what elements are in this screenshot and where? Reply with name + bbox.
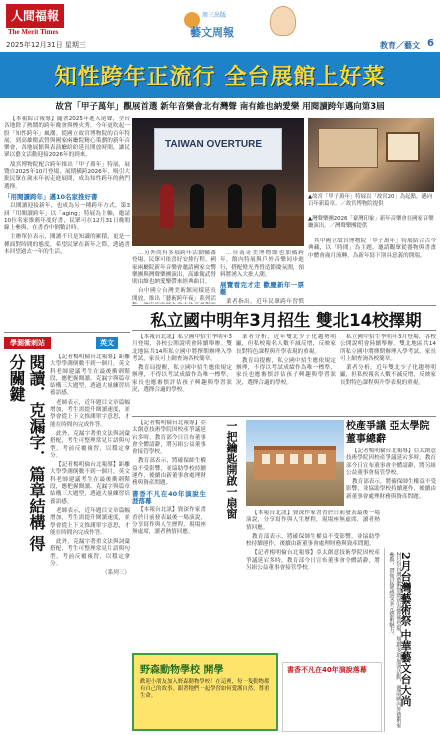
musician-figure <box>160 184 174 228</box>
school-photo[interactable] <box>246 420 344 506</box>
article3-paragraph-1c: 【記者楊明倫台北報導】亞太創意技術學院因校產爭議延宕多時，教育部今日宣布董事會全體請辭，將另組公益董事會接管學校。 <box>246 550 380 572</box>
sidebar-paragraph-5: 老師表示，近年題目文章篇幅增加，考生需提升閱讀速度，並學會從上下文推測單字意思，才能在時間內完成作答。 <box>50 507 130 536</box>
building-window <box>262 454 270 464</box>
exhibit-photo[interactable] <box>308 118 434 192</box>
lead-minihead-1: 「用閱讀跨年」邁10名家推好書 <box>4 192 98 201</box>
article2-col2 <box>236 334 336 414</box>
sidebar-vertical-title: 閱讀．克漏字．篇章結構 得分關鍵 <box>7 354 46 552</box>
article2-paragraph-3: 業者分析，近年雙北少子化趨勢明顯，但私校報名人數不減反增，反映家長對特色課程與升學表現的重視。 <box>236 334 336 355</box>
weekly-subtitle: 周三出版 <box>202 12 227 19</box>
article3-paragraph-2c: 教育部表示，將確保師生權益不受影響，並協助學校持續運作，後續由新董事會處理財務與資產問題。 <box>246 533 380 548</box>
newspaper-logo-en: The Merit Times <box>8 28 59 36</box>
article3-paragraph-4b: 【本報台北訊】資深作家書香於日前發表最後一場演說，分享寫作與人生歷程，現場座無虛席，讀者熱情回應。 <box>246 510 380 531</box>
right-paragraph-1: 其中國立故宮博物院「甲子萬年」特展結合古今典藏，以「時間」為主題，邀請觀眾從器物與書畫中體會歲月流轉，為新年寫下別具意義的開端。 <box>308 238 436 259</box>
sidebar-paragraph-6: 此外，克漏字著重文法與詞彙搭配，考生可整理常見片語與句型，考前反覆複習，以穩定拿分。 <box>50 539 130 568</box>
book-ad[interactable] <box>282 662 382 732</box>
weekly-title: 藝文周報 <box>190 26 234 39</box>
exhibit-caption: ▲故宮「甲子萬年」特展以「故宮20」為起點，邁向百年新篇章。／故宮博物院提供 <box>308 194 433 207</box>
mid-paragraph-1: …另外尚有多項跨年活動輪番登場，民眾可依喜好安排行程。國家兩廳院新年音樂會邀請國家交響樂團與灣聲樂團演出，高雄衛武營則由維也納愛樂帶來經典曲目。 <box>132 250 216 286</box>
sidebar-article <box>50 354 130 726</box>
mascot-illustration <box>270 6 296 36</box>
concert-caption: ▲灣聲樂團2026「臺灣印象」新年音樂會在國家音樂廳演出。／灣聲樂團提供 <box>308 216 434 229</box>
book-ad-title: 書香不凡在40年演說落幕 <box>287 666 367 674</box>
lead-paragraph-4: 主辦單位表示，閱讀不只是知識的累積，更是一種面對時間的態度，希望民眾在新年之際，透過書本回望過去一年的生活。 <box>4 234 130 256</box>
stage-floor <box>132 216 304 246</box>
newspaper-logo[interactable]: 人間福報 <box>6 4 64 28</box>
musician-figure <box>228 184 242 228</box>
musician-figure <box>262 184 276 228</box>
masthead <box>0 0 440 52</box>
article2-paragraph-2: 教育局提醒，私立國中招生應依規定辦理，不得以考試成績作為唯一標準，家長也應審慎評估孩子興趣與學習狀況，選擇合適的學校。 <box>132 365 232 394</box>
mid-paragraph-2: 台中國立台灣美術館同樣延長開放，推出「藝術跨年夜」系列活 <box>132 288 216 302</box>
lead-article-col4 <box>308 238 436 304</box>
ad-body: 歡迎小朋友加入野森動物學校！在這裡，每一隻動物都有自己的故事，跟著牠們一起學習如何愛護自然、尊重生命。 <box>140 679 270 699</box>
sidebar-tag[interactable]: 學測衝刺站 <box>4 337 51 349</box>
sidebar-end: （系列三） <box>102 570 130 577</box>
side-vertical-title[interactable]: 2月台灣藝術祭 中華藝文台大尚 <box>399 552 412 707</box>
page-number: 6 <box>427 38 434 49</box>
sidebar-paragraph-1: 【記者楊明倫台北報導】距離大學學測倒數不到一個月，英文科老師建議考生在最後衝刺階段，應把握閱讀、克漏字與篇章結構三大題型，透過大量練習培養語感。 <box>50 354 130 397</box>
stage-screen-text: TAIWAN OVERTURE <box>165 139 263 150</box>
lead-paragraph-3: 以閱讀迎接新年，也成為另一種跨年方式。第3屆「用閱讀跨年」以「aging」特展為主軸，邀請10位名家推薦年度好書，民眾可在12月31日晚間線上參與，在書香中倒數計時。 <box>4 203 130 232</box>
main-headline[interactable]: 知性跨年正流行 全台展館上好菜 <box>54 65 386 90</box>
divider <box>132 416 436 417</box>
concert-photo[interactable] <box>132 118 304 246</box>
article2-byline: 【本報台北訊】 <box>138 334 178 340</box>
musician-figure <box>190 184 204 228</box>
stage-screen <box>154 128 282 170</box>
sidebar-paragraph-3: 此外，克漏字著重文法與詞彙搭配，考生可整理常見片語與句型，考前反覆複習，以穩定拿分。 <box>50 430 130 459</box>
article3-col-bottom <box>246 510 380 650</box>
issue-date: 2025年12月31日 星期三 <box>6 41 86 49</box>
article3-minihead: 書香不凡在40年演說生涯落幕 <box>132 489 206 505</box>
side-vertical-article <box>384 548 436 732</box>
ad-title: 野森動物學校 開學 <box>140 665 224 676</box>
divider <box>132 305 436 306</box>
article3-headline[interactable]: 校產爭議 亞太學院董事總辭 <box>346 421 430 445</box>
divider <box>4 332 130 333</box>
article2-paragraph-1: 私立國中招生季明年3月登場，各校公開說明會陸續舉辦。雙北地區共14所私立國中將擇期辦理入學考試，家長可上網查詢各校簡章。 <box>132 334 232 362</box>
article2-paragraph-2b: 教育局提醒，私立國中招生應依規定辦理，不得以考試成績作為唯一標準，家長也應審慎評估孩子興趣與學習狀況，選擇合適的學校。 <box>236 357 336 386</box>
section-label: 教育／藝文 <box>380 41 420 50</box>
lead-paragraph-1: 隨著2025年進入尾聲，全台各地除了熱鬧的跨年晚會與煙火秀，今年更吹起一股「知性跨年」風潮。從國立故宮博物院的百年特展，到高雄衛武營與國家兩廳院精心策劃的新年音樂會，各地展館與表演廳紛紛延長開放時間，讓民眾以藝文活動迎接2026年的到來。 <box>4 116 130 159</box>
headline-banner <box>0 52 440 98</box>
mid-paragraph-4: 業者指出，近年民眾跨年習慣 <box>226 298 304 304</box>
article3-vertical-title: 一把鑰匙開啟一扇窗 <box>225 420 238 519</box>
animal-school-ad[interactable] <box>132 653 278 731</box>
lead-article-col2 <box>132 250 216 304</box>
lead-byline: 【本報綜合報導】 <box>10 116 57 122</box>
main-subhead: 故宮「甲子萬年」觀展首選 新年音樂會北有灣聲 南有維也納愛樂 用閱讀跨年邁向第3屆 <box>55 102 385 112</box>
lead-minihead-2: 展覽看完才走 歡慶新年一票難 <box>220 281 304 297</box>
lead-article-col3 <box>220 250 304 304</box>
building-window <box>290 454 298 464</box>
mid-paragraph-3: …台南奇美博物館也加碼跨年，館內特展與戶外音樂同步進行，搭配燈光秀營造節慶氛圍，預料將湧入大批人潮。 <box>220 250 304 278</box>
article3-paragraph-4: 【本報台北訊】資深作家書香於日前發表最後一場演說，分享寫作與人生歷程，現場座無虛席，讀者熱情回應。 <box>132 507 206 536</box>
sidebar-tag-english[interactable]: 英文 <box>96 337 118 349</box>
article3-paragraph-1b: 【記者楊明倫台北報導】亞太創意技術學院因校產爭議延宕多時，教育部今日宣布董事會全體請辭，將另組公益董事會接管學校。 <box>346 448 436 476</box>
building-window <box>304 454 312 464</box>
article3-paragraph-1: 【記者楊明倫台北報導】亞太創意技術學院因校產爭議延宕多時，教育部今日宣布董事會全體請辭，將另組公益董事會接管學校。 <box>132 420 206 456</box>
lead-article-col1 <box>4 116 130 330</box>
divider <box>132 330 436 331</box>
building-window <box>318 454 326 464</box>
article3-paragraph-2b: 教育部表示，將確保師生權益不受影響，並協助學校持續運作，後續由新董事會處理財務與資產問題。 <box>346 479 436 500</box>
lead-paragraph-2: 故宮博物院配合跨年推出「甲子萬年」特展，展覽自2025年10月登場，展期橫跨2026年，吸引大批民眾在歲末年初走進展間，成為知性跨年的熱門選擇。 <box>4 161 130 190</box>
exhibit-frame <box>386 132 420 162</box>
article3-col-left <box>132 420 206 648</box>
sidebar-paragraph-4: 【記者楊明倫台北報導】距離大學學測倒數不到一個月，英文科老師建議考生在最後衝刺階段，應把握閱讀、克漏字與篇章結構三大題型，透過大量練習培養語感。 <box>50 462 130 505</box>
article2-col1 <box>132 334 232 414</box>
building-window <box>276 454 284 464</box>
article2-paragraph-1b: 私立國中招生季明年3月登場，各校公開說明會陸續舉辦。雙北地區共14所私立國中將擇期辦理入學考試，家長可上網查詢各校簡章。 <box>340 334 436 362</box>
sidebar-paragraph-2: 老師表示，近年題目文章篇幅增加，考生需提升閱讀速度，並學會從上下文推測單字意思，才能在時間內完成作答。 <box>50 399 130 428</box>
article2-col3 <box>340 334 436 414</box>
article3-paragraph-2: 教育部表示，將確保師生權益不受影響，並協助學校持續運作，後續由新董事會處理財務與資產問題。 <box>132 458 206 487</box>
exhibit-wall <box>318 128 378 168</box>
article2-paragraph-3b: 業者分析，近年雙北少子化趨勢明顯，但私校報名人數不減反增，反映家長對特色課程與升學表現的重視。 <box>340 365 436 386</box>
weekly-section-title <box>184 6 260 46</box>
side-vertical-body: 2月份台灣藝術祭將於春節後登場，規劃多項展演活動，邀請國內外藝術家參與，帶領民眾感受多元藝術魅力。 <box>388 552 401 729</box>
article2-headline[interactable]: 私立國中明年3月招生 雙北14校擇期 <box>150 311 422 330</box>
